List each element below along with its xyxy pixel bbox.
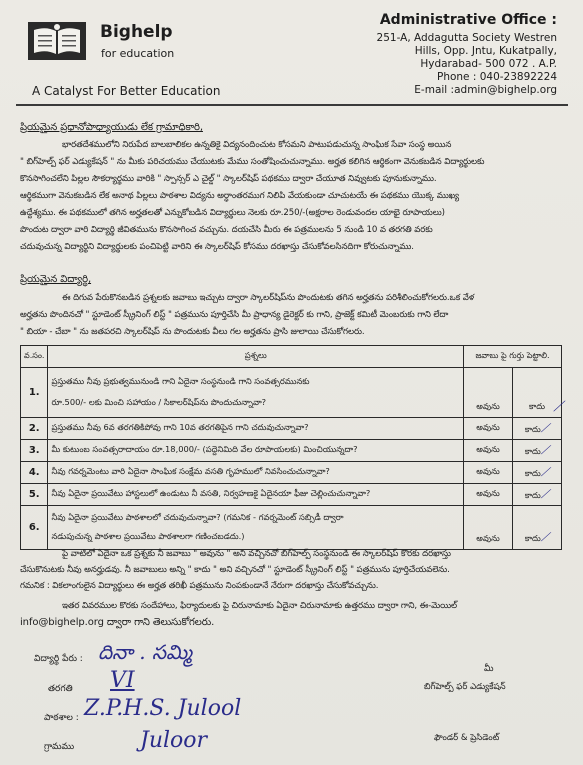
row-number: 6.	[21, 506, 48, 550]
phone: Phone : 040-23892224	[436, 71, 557, 83]
paragraph-line: ఆర్థికముగా వెనుకబడిన లేక అనాథ పిల్లలు పాఠశాల విద్యను అర్ధాంతరముగ నిలిపి వేయకుండా చూచుటయే ఈ పథకము యొక్క ముఖ్య	[20, 191, 459, 201]
row-number: 1.	[21, 368, 48, 418]
question-cell	[48, 506, 464, 550]
book-logo-icon	[28, 20, 86, 60]
checkmark-icon: ⟋	[540, 420, 550, 435]
answer-no-label: కాదు	[524, 533, 541, 543]
paragraph-line: భారతదేశములోని నిరుపేద బాలబాలికల ఉన్నతికై విద్యనందించుట కోసమని పాటుపడుచున్న సాంఘిక సేవా సంస్థ అయిన	[62, 140, 452, 150]
answer-no[interactable]	[513, 506, 562, 550]
contact-email: info@bighelp.org ద్వారా గాని తెలుసుకోగలరు.	[20, 617, 215, 628]
question-text: మీ కుటుంబ సంవత్సరాదాయం రూ.18,000/- (పద్దెనిమిది వేల రూపాయలకు) మించియున్నదా?	[48, 440, 464, 462]
salutation-headmaster: ప్రియమైన ప్రధానోపాధ్యాయుడు లేక గ్రామాధికారి,	[20, 122, 203, 133]
footer-line: చేసుకొనుటకు నీవు అనర్హుడవు. నీ జవాబులు అన్ని " కాదు " అని వచ్చినచో " స్టూడెంట్ స్క్రీనింగ్ లిస్ట్ " పత్రమును పూర్తిచేయవలెను.	[20, 565, 450, 575]
signature-org: బిగ్‌హెల్ప్ ఫర్ ఎడ్యుకేషన్	[424, 682, 506, 692]
question-text: ప్రస్తుతము నీవు 6వ తరగతికిపోవు గాని 10వ తరగతిపైన గాని చదువుచున్నావా?	[48, 418, 464, 440]
brand-name: Bighelp	[100, 22, 173, 42]
answer-no[interactable]	[513, 484, 562, 506]
class-label: తరగతి	[48, 684, 73, 694]
paragraph-line: చదువుచున్న విద్యార్థిని విద్యార్థులకు పంచిపెట్టి వారిని ఈ స్కాలర్‌షిప్ కోసము దరఖాస్తు చేసుకోవలసినదిగా కోరుచున్నాము.	[20, 242, 414, 252]
header-divider	[16, 104, 568, 106]
signature-salutation: మీ	[484, 664, 494, 674]
question-text: నీవు ఏదైనా ప్రయివేటు పాఠశాలలో చదువుచున్నావా? (గమనిక - గవర్నమెంట్ సబ్సిడీ ద్వారా	[51, 511, 344, 522]
answer-no[interactable]	[513, 368, 562, 418]
answer-no-label: కాదు	[524, 489, 541, 500]
eligibility-table	[20, 345, 562, 550]
address-line: Hills, Opp. Jntu, Kukatpally,	[414, 45, 557, 57]
email: E-mail :admin@bighelp.org	[414, 84, 557, 96]
question-text: నీవు ఏదైనా ప్రయివేటు హాస్టలులో ఉండుటు నీ వసతి, నిర్వహణకై ఏదైనయా ఫీజు చెల్లించుచున్నావా?	[48, 484, 464, 506]
table-row	[21, 462, 562, 484]
checkmark-icon: ⟋	[553, 399, 563, 415]
question-text: రూ.500/- లకు మించి సహాయం / సికాలర్‌షిప్‌ను పొందుచున్నావా?	[51, 396, 267, 407]
question-text: ప్రస్తుతము నీవు ప్రభుత్వమునుండి గాని ఏదైనా సంస్థనుండి గాని సంవత్సరమునకు	[51, 375, 310, 386]
column-header-no: వ.సం.	[21, 346, 48, 368]
row-number: 3.	[21, 440, 48, 462]
row-number: 5.	[21, 484, 48, 506]
paragraph-line: ఉద్దేశ్యము. ఈ పథకములో తగిన అర్హతలతో ఎన్నుకోబడిన విద్యార్థులు నెలకు రూ.250/-(అక్షరాల రెండువందల యాభై రూపాయలు)	[20, 208, 445, 218]
checkmark-icon: ⟋	[540, 464, 550, 479]
paragraph-line: " బియా - చేబా " ను జతపరచి స్కాలర్‌షిప్ ను పొందుటకు వీలు గల అర్హతను ప్రాసి జులాయి చేసుకోగలరు.	[20, 327, 365, 337]
paragraph-line: అర్హతను పొందినచో " స్టూడెంట్ స్క్రీనింగ్ లిస్ట్ " పత్రమును పూర్తిచేసి మీ ప్రాధాన్య డైరెక్టర్ కు గాని, ప్రాజెక్ట్ కమిటీ మెంబరుకు గాని లేదా	[20, 310, 449, 320]
table-row	[21, 440, 562, 462]
footer-line: పై వాటిలో ఏదైనా ఒక ప్రశ్నకు నీ జవాబు " అవును " అని వచ్చినచో బిగ్‌హెల్ప్ సంస్థనుండి ఈ స్కాలర్‌షిప్ కొరకు దరఖాస్తు	[62, 549, 451, 559]
question-cell	[48, 368, 464, 418]
answer-no-label: కాదు	[529, 401, 545, 411]
answer-yes[interactable]: అవును	[464, 418, 513, 440]
row-number: 4.	[21, 462, 48, 484]
answer-no[interactable]	[513, 440, 562, 462]
answer-yes[interactable]: అవును	[464, 440, 513, 462]
answer-yes[interactable]: అవును	[464, 484, 513, 506]
village-label: గ్రామము	[44, 742, 75, 752]
column-header-question: ప్రశ్నలు	[48, 346, 464, 368]
answer-no-label: కాదు	[524, 445, 541, 456]
footer-line: ఇతర వివరముల కొరకు సందేహాలు, ఫిర్యాదులకు పై చిరునామాకు ఏదైనా చిరునామాకు ఉత్తరము ద్వారా గాని, ఈ-మెయిల్	[62, 601, 458, 611]
salutation-student: ప్రియమైన విద్యార్థి,	[20, 274, 92, 285]
answer-no[interactable]	[513, 418, 562, 440]
office-title: Administrative Office :	[379, 12, 557, 28]
row-number: 2.	[21, 418, 48, 440]
student-name-label: విద్యార్థి పేరు :	[34, 654, 83, 664]
answer-yes[interactable]: అవును	[464, 462, 513, 484]
table-row	[21, 418, 562, 440]
address-line: Hydarabad- 500 072 . A.P.	[420, 58, 557, 70]
table-row	[21, 368, 562, 418]
question-text: నీవు గవర్నమెంటు వారి ఏదైనా సాంఘిక సంక్షేమ వసతి గృహములో నివసించుచున్నావా?	[48, 462, 464, 484]
tagline: A Catalyst For Better Education	[32, 84, 221, 98]
answer-yes[interactable]: అవును	[464, 506, 513, 550]
table-row	[21, 506, 562, 550]
school-label: పాఠశాల :	[44, 713, 79, 723]
footer-note: గమనిక : వికలాంగులైన విద్యార్థులు ఈ అర్హత తరిఖీ పత్రమును నింపకుండానే నేరుగా దరఖాస్తు చేసుకోవచ్చును.	[20, 581, 379, 591]
answer-no-label: కాదు	[524, 423, 541, 434]
village-value[interactable]: Juloor	[140, 728, 208, 753]
address-line: 251-A, Addagutta Society Westren	[376, 32, 557, 44]
question-text: నడుపుచున్న పాఠశాల ప్రయివేటు పాఠశాలగా గణించబడదు.)	[51, 530, 245, 541]
column-header-answer: జవాబు పై గుర్తు పెట్టాలి.	[464, 346, 562, 368]
paragraph-line: పొందుట ద్వారా వారి విద్యార్థి జీవితమును కొనసాగించ వచ్చును. దయచేసి మీరు ఈ పత్రములను 5 నుండి 10 వ తరగతి వరకు	[20, 225, 433, 235]
paragraph-line: కొనసాగించలేని పిల్లల సౌకర్యార్థము వారికి " స్పాన్సర్ ఎ చైల్డ్ " స్కాలర్‌షిప్ పథకము ద్వారా చేయూత నివ్వుటకు పూనుకున్నాము.	[20, 174, 437, 184]
student-name-value[interactable]: దినా . సమ్మి	[98, 640, 192, 664]
checkmark-icon: ⟋	[540, 442, 550, 457]
checkmark-icon: ⟋	[540, 530, 550, 544]
signature-title: ఫౌండర్ & ప్రెసిడెంట్	[434, 733, 500, 743]
school-value[interactable]: Z.P.H.S. Julool	[84, 696, 242, 721]
paragraph-line: ఈ దిగువ పేరుకొనబడిన ప్రశ్నలకు జవాబు ఇచ్చుట ద్వారా స్కాలర్‌షిప్‌ను పొందుటకు తగిన అర్హతను పరిశీలించుకోగలరు.ఒక వేళ	[62, 293, 475, 303]
table-row	[21, 484, 562, 506]
answer-yes[interactable]: అవును	[464, 368, 513, 418]
answer-no[interactable]	[513, 462, 562, 484]
answer-no-label: కాదు	[524, 467, 541, 478]
checkmark-icon: ⟋	[540, 486, 550, 501]
paragraph-line: " బిగ్‌హెల్ప్ ఫర్ ఎడ్యుకేషన్ " ను మీకు పరిచయము చేయుటకు మేము సంతోషించుచున్నాము. అర్హత కలిగిన ఆర్థికంగా వెనుకబడిన విద్యార్థులకు	[20, 157, 485, 167]
class-value[interactable]: VI	[110, 668, 135, 693]
brand-subtitle: for education	[101, 47, 175, 60]
